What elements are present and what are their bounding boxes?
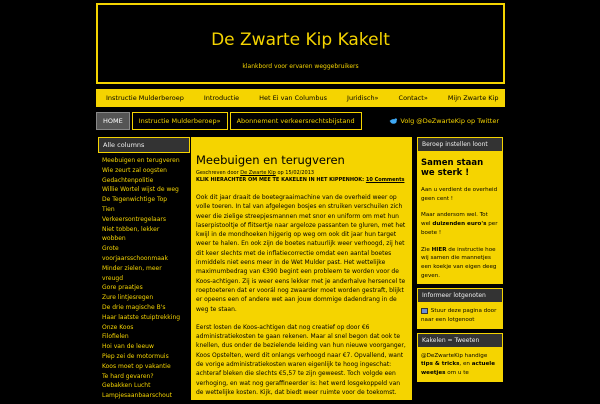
column-link[interactable]: Lampjesaanbaarschout xyxy=(102,392,172,400)
column-link[interactable]: Meebuigen en terugveren xyxy=(102,157,180,164)
column-link[interactable]: Te hard gevaren? xyxy=(102,372,154,380)
post-paragraph: Eerst losten de Koos-achtigen dat nog creatief op door €6 administratiekosten te gaan rekenen. Maar al snel begon dat ook te knellen, dus onder de bezielende leiding van hun nieuwe voorganger, Koos Opstelten, werd dit onlangs verhoogd naar €7. Opvallend, want de vorige administratiekosten waren eigenlijk te hoog ingeschat: achteraf bleken die slechts €5,57 te zijn geweest. Toch volgde een verhoging, en wat nog geraffineerder is: het werd losgekoppeld van de wettelijke kosten. Kijk, dat biedt weer ruimte voor de toekomst. xyxy=(196,323,406,396)
beroep-headline: Samen staan we sterk ! xyxy=(421,158,484,178)
right-sidebar xyxy=(417,137,503,400)
beroep-text: Zie xyxy=(421,246,430,253)
nav-juridisch[interactable]: Juridisch» xyxy=(347,94,379,102)
main-content xyxy=(191,137,412,400)
post-subhead xyxy=(196,177,407,183)
column-link[interactable]: Gedachtenpolitie xyxy=(102,176,154,184)
column-link[interactable]: Minder zielen, meer xyxy=(102,264,162,272)
column-link[interactable]: Niet tobben, lekker xyxy=(102,225,160,233)
column-link[interactable]: voorjaarsschoonmaak xyxy=(102,254,169,262)
twitter-bird-icon xyxy=(389,117,398,125)
tweet-bold: actuele weetjes xyxy=(421,361,496,377)
column-link[interactable]: De drie magische B's xyxy=(102,303,166,311)
column-link[interactable]: Willie Wortel wijst de weg xyxy=(102,186,179,194)
tweeten-widget xyxy=(417,348,503,382)
twitter-follow-text[interactable]: Volg @DeZwarteKip op Twitter xyxy=(400,117,499,125)
share-link[interactable]: Stuur deze pagina door naar een lotgenoot xyxy=(421,308,497,324)
tweet-text: @DeZwarteKip handige xyxy=(421,352,488,359)
column-link[interactable]: Tien xyxy=(102,205,115,213)
comment-prompt: KLIK HIERACHTER OM MEE TE KAKELEN IN HET KIPPENHOK: xyxy=(196,177,365,183)
nav-instructie-dropdown[interactable]: Instructie Mulderberoep» xyxy=(132,112,228,130)
nav-instructie-mulderberoep[interactable]: Instructie Mulderberoep xyxy=(106,94,184,102)
column-link[interactable]: Piep zei de motormuis xyxy=(102,352,169,360)
secondary-nav xyxy=(96,111,505,131)
tweeten-widget-title: Kakelen = Tweeten xyxy=(417,333,503,348)
nav-mijn-zwarte-kip[interactable]: Mijn Zwarte Kip xyxy=(447,94,499,102)
nav-home[interactable]: HOME xyxy=(96,112,130,130)
post-body xyxy=(196,193,407,397)
nav-contact[interactable]: Contact» xyxy=(398,94,428,102)
nav-het-ei-van-columbus[interactable]: Het Ei van Columbus xyxy=(259,94,328,102)
column-link[interactable]: Koos moet op vakantie xyxy=(102,362,171,370)
left-sidebar xyxy=(98,137,190,400)
column-link[interactable]: De Tegenwichtige Top xyxy=(102,196,168,204)
site-title[interactable]: De Zwarte Kip Kakelt xyxy=(211,30,390,50)
column-link[interactable]: Hoi van de leeuw xyxy=(102,343,154,351)
hier-link[interactable]: HIER xyxy=(431,246,447,253)
tweet-text: om u te xyxy=(447,370,469,377)
column-link[interactable]: Filofielen xyxy=(102,333,129,341)
columns-list xyxy=(98,153,190,404)
informeer-widget xyxy=(417,303,503,328)
author-link[interactable]: De Zwarte Kip xyxy=(240,170,276,176)
meta-prefix: Geschreven door xyxy=(196,170,239,176)
column-link[interactable]: Gore praatjes xyxy=(102,284,143,292)
column-link[interactable]: Grote xyxy=(102,245,119,253)
beroep-line xyxy=(421,211,499,237)
beroep-text: Maar andersom wel. Tot wel xyxy=(421,212,488,228)
column-link[interactable]: Onze Koos xyxy=(102,323,134,331)
columns-widget-title: Alle columns xyxy=(98,137,190,153)
primary-nav xyxy=(96,88,505,108)
beroep-line xyxy=(421,246,499,281)
beroep-line: Aan u verdient de overheid geen cent ! xyxy=(421,187,498,202)
twitter-follow-link[interactable] xyxy=(389,117,505,125)
beroep-widget-title: Beroep instellen loont xyxy=(417,137,503,152)
tweet-bold: tips & tricks xyxy=(421,361,460,368)
informeer-widget-title: Informeer lotgenoten xyxy=(417,288,503,303)
page xyxy=(96,3,505,400)
beroep-widget xyxy=(417,152,503,284)
site-tagline: klankbord voor ervaren weggebruikers xyxy=(242,63,359,70)
site-header xyxy=(96,3,505,84)
nav-introductie[interactable]: Introductie xyxy=(203,94,240,102)
comments-link[interactable]: 10 Comments xyxy=(365,177,405,183)
column-link[interactable]: Zure lintjesregen xyxy=(102,294,154,302)
beroep-bold: duizenden euro's xyxy=(432,221,487,228)
column-link[interactable]: wobben xyxy=(102,235,126,243)
meta-date: op 15/02/2013 xyxy=(277,170,315,176)
post-title[interactable]: Meebuigen en terugveren xyxy=(196,153,345,167)
column-link[interactable]: Verkeersontregelaars xyxy=(102,215,166,223)
nav-abonnement[interactable]: Abonnement verkeersrechtsbijstand xyxy=(230,112,362,130)
post-meta xyxy=(196,170,407,176)
column-link[interactable]: Gebakken Lucht xyxy=(102,382,151,390)
tweet-text: , en xyxy=(459,361,470,368)
column-link[interactable]: Haar laatste stuiptrekking xyxy=(102,313,181,321)
column-link[interactable]: Wie zeurt zal oogsten xyxy=(102,166,167,174)
beroep-text: de instructie hoe wij samen die mannetjes een koekje van eigen deeg geven. xyxy=(421,246,497,279)
post-paragraph: Ook dit jaar draait de boetegraaimachine van de overheid weer op volle toeren. In tal van afgelegen bosjes en struiken verschuilen zich weer die zielige streepjesmannen met snor en uniform om met hun laserpistooltje of flitsertje naar argeloze passanten te gluren, met het kwijl in de mondhoeken hijgerig op weg om ook dit jaar hun target weer te halen. En ook zijn de boetes natuurlijk weer verhoogd, zij het dit keer slechts met de inflatiecorrectie omdat een aantal boetes inmiddels niet eens meer in de Wet Mulder past. Het wettelijke maximumbedrag van €390 begint een probleem te worden voor de Koos-achtigen. Zij is weer eens lekker met je anderhalve hersencel te roeptoeteren dat er voorál nog zwaarder moet worden gestraft, blijkt er opeens een of andere wet aan jouw dommige dadendrang in de weg te staan. xyxy=(196,194,406,313)
beroep-text: per boete ! xyxy=(421,221,498,236)
column-link[interactable]: vreugd xyxy=(102,274,123,282)
email-icon xyxy=(421,308,428,314)
